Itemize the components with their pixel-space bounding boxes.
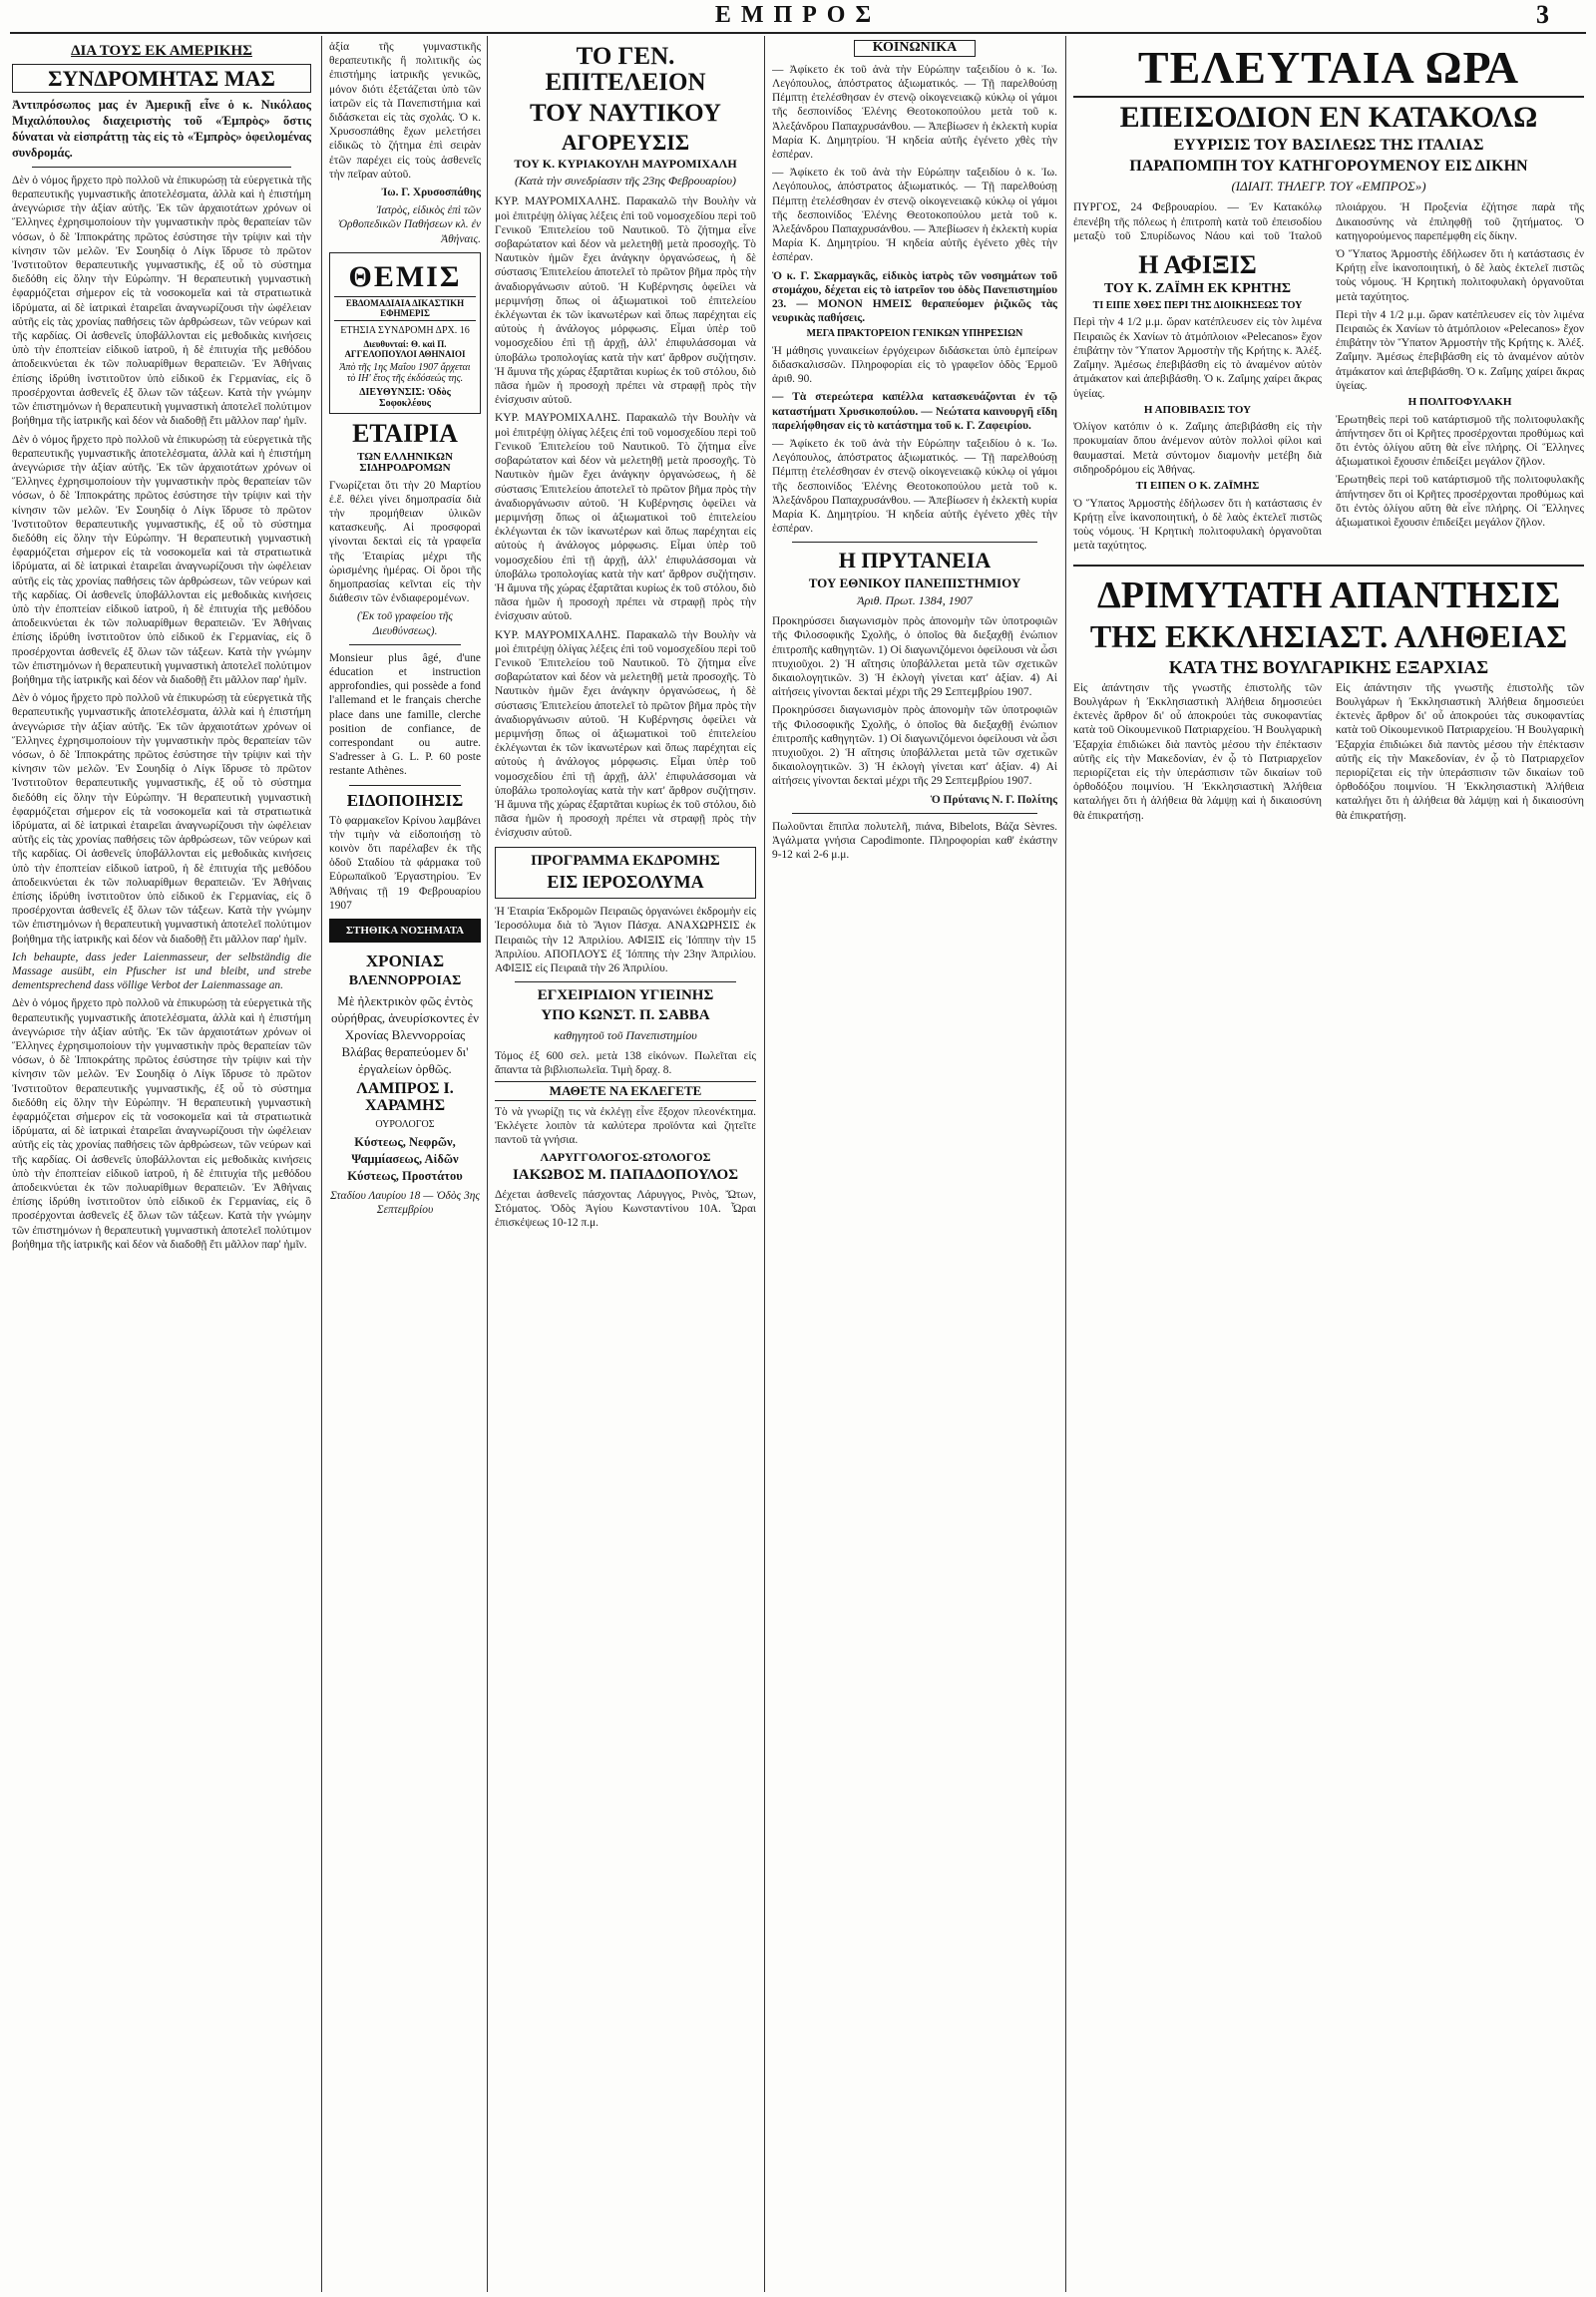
university-ref: Ἀριθ. Πρωτ. 1384, 1907 <box>857 593 973 608</box>
company-footer: (Ἐκ τοῦ γραφείου τῆς Διευθύνσεως). <box>356 610 454 637</box>
disembark-title: Η ΑΠΟΒΙΒΑΣΙΣ ΤΟΥ <box>1143 403 1252 416</box>
col5-left-subcolumn <box>1073 247 1322 557</box>
themis-publisher: Διευθυνταί: Θ. καὶ Π. ΑΓΓΕΛΟΠΟΥΛΟΙ ΑΘΗΝΑΙΟΙ <box>344 339 466 360</box>
col4-reading-title: ΜΕΓΑ ΠΡΑΚΤΟΡΕΙΟΝ ΓΕΝΙΚΩΝ ΥΠΗΡΕΣΙΩΝ <box>806 328 1023 340</box>
trial-headline: ΠΑΡΑΠΟΜΠΗ ΤΟΥ ΚΑΤΗΓΟΡΟΥΜΕΝΟΥ ΕΙΣ ΔΙΚΗΝ <box>1129 157 1528 175</box>
col2-body-top: ἀξία τῆς γυμναστικῆς θεραπευτικῆς ἢ πολιτικῆς ὡς ἐπιστήμης ἰατρικῆς γενικῶς, μόνον διότι ἐξετάζεται ὑπὸ τῶν ἰατρῶν εἰς τὰ Πανεπιστήμια καὶ διδάσκεται εἰς τὰς σχολάς. Ὁ κ. Χρυσοσπάθης ἔχων μελετήσει εἰδικῶς τὸ ζήτημα ἐπὶ σειρὰν ἐτῶν παρέχει εἰς τοὺς ἀσθενεῖς τὴν πεῖραν αὐτοῦ. <box>329 41 481 181</box>
themis-ad <box>329 252 481 414</box>
learn-title: ΜΑΘΕΤΕ ΝΑ ΕΚΛΕΓΕΤΕ <box>495 1081 756 1101</box>
paper-name: ΕΜΠΡΟΣ <box>714 2 882 28</box>
col3-body: ΚΥΡ. ΜΑΥΡΟΜΙΧΑΛΗΣ. Παρακαλῶ τὴν Βουλὴν νὰ μοὶ ἐπιτρέψῃ ὀλίγας λέξεις ἐπὶ τοῦ νομοσχεδίου περὶ τοῦ Γενικοῦ Ἐπιτελείου τοῦ Ναυτικοῦ. Τὸ ζήτημα εἶνε σοβαρώτατον καὶ δέον νὰ μελετηθῇ μετὰ προσοχῆς. Τὸ Ναυτικὸν ἡμῶν ἔχει ἀνάγκην ὀργανώσεως, ἡ δὲ σύστασις Ἐπιτελείου ἀποτελεῖ τὸ πρῶτον βῆμα πρὸς τὴν ἀναδιοργάνωσιν αὐτοῦ. Ἡ Κυβέρνησις ὀφείλει νὰ μεριμνήσῃ ὅπως οἱ ἀξιωματικοὶ τοῦ ἐπιτελείου ἐκλέγωνται ἐκ τῶν ἱκανωτέρων καὶ ὅπως παρέχηται εἰς αὐτοὺς ἡ ἀνάλογος μόρφωσις. Εἶμαι ὑπὲρ τοῦ νομοσχεδίου ἐπὶ τῇ ἀρχῇ, ἀλλ' ἐπιφυλάσσομαι νὰ ὑποβάλω τροπολογίας κατὰ τὴν κατ' ἄρθρον συζήτησιν. Ἡ ἄμυνα τῆς χώρας ἐξαρτᾶται κυρίως ἐκ τοῦ στόλου, διὸ πᾶσα ἡμῶν ἡ προσοχὴ πρέπει νὰ στραφῇ πρὸς τὴν ἐνίσχυσιν αὐτοῦ. <box>495 195 756 407</box>
col3-headline4: ΤΟΥ Κ. ΚΥΡΙΑΚΟΥΛΗ ΜΑΥΡΟΜΙΧΑΛΗ <box>514 156 737 171</box>
column-2 <box>329 40 481 2289</box>
col5-two-column-section <box>1073 247 1584 557</box>
themis-title: ΘΕΜΙΣ <box>348 259 462 293</box>
col5-dispatch: ΠΥΡΓΟΣ, 24 Φεβρουαρίου. — Ἐν Κατακόλῳ ἐπενέβη τῆς πόλεως ἡ ἐπιτροπὴ κατὰ τοῦ ἐπεισοδίου μεταξὺ τοῦ Σπυρίδωνος Νάου καὶ τοῦ Ἰταλοῦ πλοιάρχου. Ἡ Προξενία ἐζήτησε παρὰ τῆς Δικαιοσύνης νὰ ἐπιληφθῇ τοῦ ζητήματος. Ὁ κατηγορούμενος παρεπέμφθη εἰς δίκην. <box>1073 201 1584 242</box>
col4-body-top-cont: — Ἀφίκετο ἐκ τοῦ ἀνὰ τὴν Εὐρώπην ταξειδίου ὁ κ. Ἰω. Λεγόπουλος, ἀπόστρατος ἀξιωματικός. — Τῇ παρελθούσῃ Πέμπτῃ ἐτελέσθησαν ἐν στενῷ οἰκογενειακῷ κύκλῳ οἱ γάμοι τῆς δεσποινίδος Ἑλένης Θεοτοκοπούλου μετὰ τοῦ κ. Ἀλεξάνδρου Παπαχρυσάνθου. — Ἀπεβίωσεν ἡ ἐκλεκτὴ κυρία Μαρία Κ. Δημητρίου. Ἡ κηδεία αὐτῆς ἐγένετο χθὲς τὴν ἑσπέραν. <box>772 167 1057 264</box>
arrival-body: Περὶ τὴν 4 1/2 μ.μ. ὥραν κατέπλευσεν εἰς τὸν λιμένα Πειραιῶς ἐκ Χανίων τὸ ἀτμόπλοιον «Pelecanos» ἔχον ἐπιβάτην τὸν Ὕπατον Ἁρμοστὴν τῆς Κρήτης κ. Ἀλέξ. Ζαΐμην. Ἀμέσως ἐπεβιβάσθη εἰς τὸ ἀναμένον αὐτὸν ἀτμάκατον καὶ ἀπεβιβάσθη. Ὁ κ. Ζαΐμης χαίρει ἄκρας ὑγείας. <box>1073 316 1322 400</box>
column-divider <box>487 36 488 2292</box>
chronia-title: ΧΡΟΝΙΑΣ <box>365 951 445 970</box>
doctor2-body: Δέχεται ἀσθενεῖς πάσχοντας Λάρυγγος, Ρινὸς, Ὤτων, Στόματος. Ὁδὸς Ἁγίου Κωνσταντίνου 10Α. Ὧραι ἐπισκέψεως 10-12 π.μ. <box>495 1188 756 1230</box>
themis-date: Ἀπὸ τῆς 1ης Μαΐου 1907 ἄρχεται τὸ ΙΗ' ἔτος τῆς ἐκδόσεώς της. <box>339 362 471 385</box>
col3-headline3: ΑΓΟΡΕΥΣΙΣ <box>561 129 690 155</box>
themis-address: ΔΙΕΥΘΥΝΣΙΣ: Ὁδὸς Σοφοκλέους <box>359 387 451 410</box>
divider <box>792 813 1037 814</box>
french-ad: Monsieur plus âgé, d'une éducation et instruction approfondies, qui possède a fond l'allemand et le français cherche place dans une famille, clerche position de confiance, de correspondant ou autre. S'adresser à G. L. P. 60 poste restante Athènes. <box>329 651 481 778</box>
col4-footer: Πωλοῦνται ἔπιπλα πολυτελῆ, πιάνα, Bibelots, Βάζα Sèvres. Ἀγάλματα γνήσια Capodimonte. Πληροφορίαι καθ' ἑκάστην 9-12 καὶ 2-6 μ.μ. <box>772 820 1057 862</box>
column-4 <box>772 40 1057 2289</box>
program-title: ΠΡΟΓΡΑΜΜΑ ΕΚΔΡΟΜΗΣ <box>531 852 720 869</box>
col4-misc: — Τὰ στερεώτερα καπέλλα κατασκευάζονται ἐν τῷ καταστήματι Χρυσικοπούλου. — Νεώτατα καινουργῆ εἴδη παρελήφθησαν εἰς τὸ κατάστημα τοῦ κ. Γ. Ζαφειρίου. <box>772 391 1057 432</box>
learn-body: Τὸ νὰ γνωρίζῃ τις νὰ ἐκλέγῃ εἶνε ἔξοχον πλεονέκτημα. Ἐκλέγετε λοιπὸν τὰ καλύτερα προϊόντα καὶ ζητεῖτε παντοῦ τὰ γνήσια. <box>495 1105 756 1147</box>
masthead <box>0 0 1596 30</box>
col1-body-cont3: Δὲν ὁ νόμος ἤρχετο πρὸ πολλοῦ νὰ ἐπικυρώσῃ τὰ εὐεργετικὰ τῆς θεραπευτικῆς γυμναστικῆς ἀποτελέσματα, ἀλλὰ καὶ ἡ ἐπιστήμη ἀνεγνώρισε τὴν ἀξίαν αὐτῆς. Ἐκ τῶν ἀρχαιοτάτων χρόνων οἱ Ἕλληνες ἐχρησιμοποίουν τὴν γυμναστικὴν πρὸς θεραπείαν τῶν νόσων, ὁ δὲ Ἱπποκράτης πρῶτος ἐσύστησε τὴν τρίψιν καὶ τὴν κίνησιν τῶν μελῶν. Ἐν Σουηδίᾳ ὁ Λίγκ ἵδρυσε τὸ πρῶτον Ἰνστιτοῦτον θεραπευτικῆς γυμναστικῆς, ἐξ οὗ τὸ σύστημα διεδόθη εἰς ὅλην τὴν Εὐρώπην. Ἡ θεραπευτικὴ γυμναστικὴ ἐφαρμόζεται σήμερον εἰς τὰ νοσοκομεῖα καὶ τὰ στρατιωτικὰ ἰδρύματα, αἱ δὲ ἰατρικαὶ ἑταιρεῖαι ἀναγνωρίζουσι τὴν ὠφέλειαν αὐτῆς εἰς τὰς χρονίας παθήσεις τῶν ἀρθρώσεων, τῶν νεύρων καὶ τῆς καρδίας. Οἱ ἀσθενεῖς ὑποβάλλονται εἰς μεθοδικὰς κινήσεις ὑπὸ τὴν ἐποπτείαν εἰδικοῦ ἰατροῦ, ἡ δὲ ἐπιτυχία τῆς μεθόδου ἀποδεικνύεται ἐκ τῶν πολυαρίθμων θεραπειῶν. Ἐν Ἀθήναις ἐπίσης ἱδρύθη ἰνστιτοῦτον ὑπὸ εἰδικοῦ ἐκ Γερμανίας, εἰς ὃ προσέρχονται ἀσθενεῖς ἐξ ὅλων τῶν τάξεων. Κατὰ τὴν γνώμην τῶν ἐπιστημόνων ἡ θεραπευτικὴ γυμναστικὴ ἀποτελεῖ πολύτιμον βοήθημα τῆς ἰατρικῆς καὶ δέον νὰ διαδοθῇ ἔτι μᾶλλον παρ' ἡμῖν. <box>12 997 311 1251</box>
hygiene-author: ΥΠΟ ΚΩΝΣΤ. Π. ΣΑΒΒΑ <box>541 1006 710 1023</box>
king-italy-headline: ΕΥΥΡΙΣΙΣ ΤΟΥ ΒΑΣΙΛΕΩΣ ΤΗΣ ΙΤΑΛΙΑΣ <box>1173 136 1484 154</box>
company-body: Γνωρίζεται ὅτι τὴν 20 Μαρτίου ἐ.ἔ. θέλει γίνει δημοπρασία διὰ τὴν προμήθειαν ὑλικῶν κατασκευῆς. Αἱ προσφοραὶ γίνονται δεκταὶ εἰς τὰ γραφεῖα τῆς Ἑταιρίας μέχρι τῆς ὡρισμένης ἡμέρας. Οἱ ὅροι τῆς δημοπρασίας κεῖνται εἰς τὴν διάθεσιν τῶν ἐνδιαφερομένων. <box>329 479 481 605</box>
bottom-headline1: ΔΡΙΜΥΤΑΤΗ ΑΠΑΝΤΗΣΙΣ <box>1096 574 1561 617</box>
arrival-body-cont: Περὶ τὴν 4 1/2 μ.μ. ὥραν κατέπλευσεν εἰς τὸν λιμένα Πειραιῶς ἐκ Χανίων τὸ ἀτμόπλοιον «Pelecanos» ἔχον ἐπιβάτην τὸν Ὕπατον Ἁρμοστὴν τῆς Κρήτης κ. Ἀλέξ. Ζαΐμην. Ἀμέσως ἐπεβιβάσθη εἰς τὸ ἀναμένον αὐτὸν ἀτμάκατον καὶ ἀπεβιβάσθη. Ὁ κ. Ζαΐμης χαίρει ἄκρας ὑγείας. <box>1336 308 1584 392</box>
doctor-name: ΛΑΜΠΡΟΣ Ι. ΧΑΡΑΜΗΣ <box>356 1080 454 1115</box>
divider <box>349 785 461 786</box>
telegram-dateline: (ΙΔΙΑΙΤ. ΤΗΛΕΓΡ. ΤΟΥ «ΕΜΠΡΟΣ») <box>1231 179 1426 194</box>
bottom-body-right: Εἰς ἀπάντησιν τῆς γνωστῆς ἐπιστολῆς τῶν Βουλγάρων ἡ Ἐκκλησιαστικὴ Ἀλήθεια δημοσιεύει ἐκτενὲς ἄρθρον δι' οὗ ἀποκρούει τὰς συκοφαντίας κατὰ τοῦ Οἰκουμενικοῦ Πατριαρχείου. Ἡ Βουλγαρικὴ Ἐξαρχία ἐπιδιώκει διὰ παντὸς μέσου τὴν ἐπέκτασιν αὐτῆς εἰς τὴν Μακεδονίαν, ἐν ᾧ τὸ Πατριαρχεῖον περιορίζεται εἰς τὴν ὑπεράσπισιν τῶν δικαίων τοῦ ὀρθοδόξου ποιμνίου. Ἡ Ἐκκλησιαστικὴ Ἀλήθεια καταλήγει ὅτι ἡ ἀλήθεια θὰ λάμψῃ καὶ ἡ δικαιοσύνη θὰ ἐπικρατήσῃ. <box>1336 681 1584 822</box>
bottom-article-columns <box>1073 681 1584 827</box>
arrival-subtitle: ΤΟΥ Κ. ΖΑΪΜΗ ΕΚ ΚΡΗΤΗΣ <box>1103 281 1292 297</box>
col2-signature: Ἰω. Γ. Χρυσοσπάθης <box>381 187 481 199</box>
notice-body: Τὸ φαρμακεῖον Κρίνου λαμβάνει τὴν τιμὴν νὰ εἰδοποιήσῃ τὸ κοινὸν ὅτι παρέλαβεν ἐκ τῆς ὁδοῦ Σταδίου τὰ φάρμακα τοῦ Εὐρωπαϊκοῦ Ἐργαστηρίου. Ἐν Ἀθήναις τῇ 19 Φεβρουαρίου 1907 <box>329 814 481 912</box>
university-signature: Ὁ Πρύτανις Ν. Γ. Πολίτης <box>930 793 1057 806</box>
column-divider <box>321 36 322 2292</box>
bottom-headline2: ΤΗΣ ΕΚΚΛΗΣΙΑΣΤ. ΑΛΗΘΕΙΑΣ <box>1089 618 1568 655</box>
doctor-title: ΟΥΡΟΛΟΓΟΣ <box>375 1119 435 1131</box>
divider <box>349 644 461 645</box>
company-title: ΕΤΑΙΡΙΑ <box>352 419 458 449</box>
col4-section-title: ΚΟΙΝΩΝΙΚΑ <box>854 40 976 57</box>
hygiene-title: ΕΓΧΕΙΡΙΔΙΟΝ ΥΓΙΕΙΝΗΣ <box>537 987 714 1004</box>
column-divider <box>764 36 765 2292</box>
col4-reading-body: Ἡ μάθησις γυναικείων ἐργόχειρων διδάσκεται ὑπὸ ἐμπείρων διδασκαλισσῶν. Πληροφορίαι εἰς τὸ γραφεῖον ὁδὸς Ἑρμοῦ ἀριθ. 90. <box>772 344 1057 386</box>
col1-headline-main: ΣΥΝΔΡΟΜΗΤΑΣ ΜΑΣ <box>12 64 311 93</box>
said-title: ΤΙ ΕΙΠΕΝ Ο Κ. ΖΑΪΜΗΣ <box>1135 480 1260 493</box>
doctor2-title: ΛΑΡΥΓΓΟΛΟΓΟΣ-ΩΤΟΛΟΓΟΣ <box>540 1150 711 1165</box>
said-body-cont: Ὁ Ὕπατος Ἁρμοστὴς ἐδήλωσεν ὅτι ἡ κατάστασις ἐν Κρήτῃ εἶνε ἱκανοποιητική, ὁ δὲ λαὸς ἐκτελεῖ πιστῶς τοὺς νόμους. Ἡ Κρητικὴ πολιτοφυλακὴ ὀργανοῦται μετὰ ταχύτητος. <box>1336 248 1584 303</box>
arrival-title: Η ΑΦΙΞΙΣ <box>1138 250 1257 279</box>
hygiene-body: Τόμος ἐξ 600 σελ. μετὰ 138 εἰκόνων. Πωλεῖται εἰς ἅπαντα τὰ βιβλιοπωλεῖα. Τιμὴ δραχ. 8. <box>495 1049 756 1076</box>
col2-signature-role: Ἰατρὸς, εἰδικὸς ἐπὶ τῶν Ὀρθοπεδικῶν Παθήσεων κλ. ἐν Ἀθήναις. <box>337 204 481 245</box>
bottom-article <box>1073 565 1584 826</box>
university-subtitle: ΤΟΥ ΕΘΝΙΚΟΥ ΠΑΝΕΠΙΣΤΗΜΙΟΥ <box>808 574 1021 590</box>
col3-body-cont: ΚΥΡ. ΜΑΥΡΟΜΙΧΑΛΗΣ. Παρακαλῶ τὴν Βουλὴν νὰ μοὶ ἐπιτρέψῃ ὀλίγας λέξεις ἐπὶ τοῦ νομοσχεδίου περὶ τοῦ Γενικοῦ Ἐπιτελείου τοῦ Ναυτικοῦ. Τὸ ζήτημα εἶνε σοβαρώτατον καὶ δέον νὰ μελετηθῇ μετὰ προσοχῆς. Τὸ Ναυτικὸν ἡμῶν ἔχει ἀνάγκην ὀργανώσεως, ἡ δὲ σύστασις Ἐπιτελείου ἀποτελεῖ τὸ πρῶτον βῆμα πρὸς τὴν ἀναδιοργάνωσιν αὐτοῦ. Ἡ Κυβέρνησις ὀφείλει νὰ μεριμνήσῃ ὅπως οἱ ἀξιωματικοὶ τοῦ ἐπιτελείου ἐκλέγωνται ἐκ τῶν ἱκανωτέρων καὶ ὅπως παρέχηται εἰς αὐτοὺς ἡ ἀνάλογος μόρφωσις. Εἶμαι ὑπὲρ τοῦ νομοσχεδίου ἐπὶ τῇ ἀρχῇ, ἀλλ' ἐπιφυλάσσομαι νὰ ὑποβάλω τροπολογίας κατὰ τὴν κατ' ἄρθρον συζήτησιν. Ἡ ἄμυνα τῆς χώρας ἐξαρτᾶται κυρίως ἐκ τοῦ στόλου, διὸ πᾶσα ἡμῶν ἡ προσοχὴ πρέπει νὰ στραφῇ πρὸς τὴν ἐνίσχυσιν αὐτοῦ. <box>495 412 756 623</box>
said-body: Ὁ Ὕπατος Ἁρμοστὴς ἐδήλωσεν ὅτι ἡ κατάστασις ἐν Κρήτῃ εἶνε ἱκανοποιητική, ὁ δὲ λαὸς ἐκτελεῖ πιστῶς τοὺς νόμους. Ἡ Κρητικὴ πολιτοφυλακὴ ὀργανοῦται μετὰ ταχύτητος. <box>1073 497 1322 553</box>
chest-ad-title: ΣΤΗΘΙΚΑ ΝΟΣΗΜΑΤΑ <box>345 924 465 937</box>
page-number: 3 <box>1536 0 1549 29</box>
col3-body-cont2: ΚΥΡ. ΜΑΥΡΟΜΙΧΑΛΗΣ. Παρακαλῶ τὴν Βουλὴν νὰ μοὶ ἐπιτρέψῃ ὀλίγας λέξεις ἐπὶ τοῦ νομοσχεδίου περὶ τοῦ Γενικοῦ Ἐπιτελείου τοῦ Ναυτικοῦ. Τὸ ζήτημα εἶνε σοβαρώτατον καὶ δέον νὰ μελετηθῇ μετὰ προσοχῆς. Τὸ Ναυτικὸν ἡμῶν ἔχει ἀνάγκην ὀργανώσεως, ἡ δὲ σύστασις Ἐπιτελείου ἀποτελεῖ τὸ πρῶτον βῆμα πρὸς τὴν ἀναδιοργάνωσιν αὐτοῦ. Ἡ Κυβέρνησις ὀφείλει νὰ μεριμνήσῃ ὅπως οἱ ἀξιωματικοὶ τοῦ ἐπιτελείου ἐκλέγωνται ἐκ τῶν ἱκανωτέρων καὶ ὅπως παρέχηται εἰς αὐτοὺς ἡ ἀνάλογος μόρφωσις. Εἶμαι ὑπὲρ τοῦ νομοσχεδίου ἐπὶ τῇ ἀρχῇ, ἀλλ' ἐπιφυλάσσομαι νὰ ὑποβάλω τροπολογίας κατὰ τὴν κατ' ἄρθρον συζήτησιν. Ἡ ἄμυνα τῆς χώρας ἐξαρτᾶται κυρίως ἐκ τοῦ στόλου, διὸ πᾶσα ἡμῶν ἡ προσοχὴ πρέπει νὰ στραφῇ πρὸς τὴν ἐνίσχυσιν αὐτοῦ. <box>495 628 756 840</box>
guard-body-cont: Ἐρωτηθεὶς περὶ τοῦ κατάρτισμοῦ τῆς πολιτοφυλακῆς ἀπήντησεν ὅτι οἱ Κρῆτες προσέρχονται προθύμως καὶ ὅτι ἐντὸς ὀλίγου αὕτη θὰ εἶνε πλήρης. Οἱ Ἕλληνες ἀξιωματικοὶ ἔχουσιν ἐπιδείξει μεγάλον ζῆλον. <box>1336 474 1584 529</box>
university-body: Προκηρύσσει διαγωνισμὸν πρὸς ἀπονομὴν τῶν ὑποτροφιῶν τῆς Φιλοσοφικῆς Σχολῆς, ὁ ὁποῖος θὰ διεξαχθῇ ἐνώπιον ἐπιτροπῆς καθηγητῶν. 1) Οἱ διαγωνιζόμενοι ὀφείλουσι νὰ ὦσι πτυχιοῦχοι. 2) Ἡ αἴτησις ὑποβάλλεται μετὰ τῶν σχετικῶν δικαιολογητικῶν. 3) Ἡ ἐκλογὴ γίνεται κατ' ἀξίαν. 4) Αἱ αἰτήσεις γίνονται δεκταὶ μέχρι τῆς 29 Σεπτεμβρίου 1907. <box>772 615 1057 699</box>
col3-subhead: (Κατὰ τὴν συνεδρίασιν τῆς 23ης Φεβρουαρίου) <box>514 174 737 189</box>
column-1 <box>12 40 311 2289</box>
doctor2-name: ΙΑΚΩΒΟΣ Μ. ΠΑΠΑΔΟΠΟΥΛΟΣ <box>512 1166 739 1183</box>
col1-headline-top: ΔΙΑ ΤΟΥΣ ΕΚ ΑΜΕΡΙΚΗΣ <box>71 43 252 59</box>
col1-body: Δὲν ὁ νόμος ἤρχετο πρὸ πολλοῦ νὰ ἐπικυρώσῃ τὰ εὐεργετικὰ τῆς θεραπευτικῆς γυμναστικῆς ἀποτελέσματα, ἀλλὰ καὶ ἡ ἐπιστήμη ἀνεγνώρισε τὴν ἀξίαν αὐτῆς. Ἐκ τῶν ἀρχαιοτάτων χρόνων οἱ Ἕλληνες ἐχρησιμοποίουν τὴν γυμναστικὴν πρὸς θεραπείαν τῶν νόσων, ὁ δὲ Ἱπποκράτης πρῶτος ἐσύστησε τὴν τρίψιν καὶ τὴν κίνησιν τῶν μελῶν. Ἐν Σουηδίᾳ ὁ Λίγκ ἵδρυσε τὸ πρῶτον Ἰνστιτοῦτον θεραπευτικῆς γυμναστικῆς, ἐξ οὗ τὸ σύστημα διεδόθη εἰς ὅλην τὴν Εὐρώπην. Ἡ θεραπευτικὴ γυμναστικὴ ἐφαρμόζεται σήμερον εἰς τὰ νοσοκομεῖα καὶ τὰ στρατιωτικὰ ἰδρύματα, αἱ δὲ ἰατρικαὶ ἑταιρεῖαι ἀναγνωρίζουσι τὴν ὠφέλειαν αὐτῆς εἰς τὰς χρονίας παθήσεις τῶν ἀρθρώσεων, τῶν νεύρων καὶ τῆς καρδίας. Οἱ ἀσθενεῖς ὑποβάλλονται εἰς μεθοδικὰς κινήσεις ὑπὸ τὴν ἐποπτείαν εἰδικοῦ ἰατροῦ, ἡ δὲ ἐπιτυχία τῆς μεθόδου ἀποδεικνύεται ἐκ τῶν πολυαρίθμων θεραπειῶν. Ἐν Ἀθήναις ἐπίσης ἱδρύθη ἰνστιτοῦτον ὑπὸ εἰδικοῦ ἐκ Γερμανίας, εἰς ὃ προσέρχονται ἀσθενεῖς ἐξ ὅλων τῶν τάξεων. Κατὰ τὴν γνώμην τῶν ἐπιστημόνων ἡ θεραπευτικὴ γυμναστικὴ ἀποτελεῖ πολύτιμον βοήθημα τῆς ἰατρικῆς καὶ δέον νὰ διαδοθῇ ἔτι μᾶλλον παρ' ἡμῖν. <box>12 174 311 428</box>
last-hour-headline: ΤΕΛΕΥΤΑΙΑ ΩΡΑ <box>1073 44 1584 98</box>
col5-right-subcolumn <box>1336 247 1584 557</box>
divider <box>792 542 1037 543</box>
chronia-subtitle: ΒΛΕΝΝΟΡΡΟΙΑΣ <box>348 972 462 988</box>
divider <box>515 981 736 982</box>
bottom-headline3: ΚΑΤΑ ΤΗΣ ΒΟΥΛΓΑΡΙΚΗΣ ΕΞΑΡΧΙΑΣ <box>1168 656 1489 677</box>
col4-clinic-notice: Ὁ κ. Γ. Σκαρμαγκᾶς, εἰδικὸς ἰατρὸς τῶν νοσημάτων τοῦ στομάχου, δέχεται εἰς τὸ ἰατρεῖον του ὁδὸς Πανεπιστημίου 23. — ΜΟΝΟΝ ΗΜΕΙΣ θεραπεύομεν ῥιζικῶς τὰς νευρικὰς παθήσεις. <box>772 269 1057 325</box>
col1-german-quote: Ich behaupte, dass jeder Laienmasseur, der selbständig die Massage ausübt, ein Pfuscher ist und bleibt, und strebe dementsprechend dass völlige Verbot der Laienmassage an. <box>12 951 311 992</box>
col1-body-cont2: Δὲν ὁ νόμος ἤρχετο πρὸ πολλοῦ νὰ ἐπικυρώσῃ τὰ εὐεργετικὰ τῆς θεραπευτικῆς γυμναστικῆς ἀποτελέσματα, ἀλλὰ καὶ ἡ ἐπιστήμη ἀνεγνώρισε τὴν ἀξίαν αὐτῆς. Ἐκ τῶν ἀρχαιοτάτων χρόνων οἱ Ἕλληνες ἐχρησιμοποίουν τὴν γυμναστικὴν πρὸς θεραπείαν τῶν νόσων, ὁ δὲ Ἱπποκράτης πρῶτος ἐσύστησε τὴν τρίψιν καὶ τὴν κίνησιν τῶν μελῶν. Ἐν Σουηδίᾳ ὁ Λίγκ ἵδρυσε τὸ πρῶτον Ἰνστιτοῦτον θεραπευτικῆς γυμναστικῆς, ἐξ οὗ τὸ σύστημα διεδόθη εἰς ὅλην τὴν Εὐρώπην. Ἡ θεραπευτικὴ γυμναστικὴ ἐφαρμόζεται σήμερον εἰς τὰ νοσοκομεῖα καὶ τὰ στρατιωτικὰ ἰδρύματα, αἱ δὲ ἰατρικαὶ ἑταιρεῖαι ἀναγνωρίζουσι τὴν ὠφέλειαν αὐτῆς εἰς τὰς χρονίας παθήσεις τῶν ἀρθρώσεων, τῶν νεύρων καὶ τῆς καρδίας. Οἱ ἀσθενεῖς ὑποβάλλονται εἰς μεθοδικὰς κινήσεις ὑπὸ τὴν ἐποπτείαν εἰδικοῦ ἰατροῦ, ἡ δὲ ἐπιτυχία τῆς μεθόδου ἀποδεικνύεται ἐκ τῶν πολυαρίθμων θεραπειῶν. Ἐν Ἀθήναις ἐπίσης ἱδρύθη ἰνστιτοῦτον ὑπὸ εἰδικοῦ ἐκ Γερμανίας, εἰς ὃ προσέρχονται ἀσθενεῖς ἐξ ὅλων τῶν τάξεων. Κατὰ τὴν γνώμην τῶν ἐπιστημόνων ἡ θεραπευτικὴ γυμναστικὴ ἀποτελεῖ πολύτιμον βοήθημα τῆς ἰατρικῆς καὶ δέον νὰ διαδοθῇ ἔτι μᾶλλον παρ' ἡμῖν. <box>12 692 311 946</box>
university-body-cont: Προκηρύσσει διαγωνισμὸν πρὸς ἀπονομὴν τῶν ὑποτροφιῶν τῆς Φιλοσοφικῆς Σχολῆς, ὁ ὁποῖος θὰ διεξαχθῇ ἐνώπιον ἐπιτροπῆς καθηγητῶν. 1) Οἱ διαγωνιζόμενοι ὀφείλουσι νὰ ὦσι πτυχιοῦχοι. 2) Ἡ αἴτησις ὑποβάλλεται μετὰ τῶν σχετικῶν δικαιολογητικῶν. 3) Ἡ ἐκλογὴ γίνεται κατ' ἀξίαν. 4) Αἱ αἰτήσεις γίνονται δεκταὶ μέχρι τῆς 29 Σεπτεμβρίου 1907. <box>772 704 1057 788</box>
masthead-rule <box>10 32 1586 34</box>
col3-headline2: ΤΟΥ ΝΑΥΤΙΚΟΥ <box>530 99 721 127</box>
divider <box>32 167 291 168</box>
hygiene-role: καθηγητοῦ τοῦ Πανεπιστημίου <box>554 1027 697 1042</box>
themis-price: ΕΤΗΣΙΑ ΣΥΝΔΡΟΜΗ ΔΡΧ. 16 <box>340 325 470 337</box>
col4-body-top: — Ἀφίκετο ἐκ τοῦ ἀνὰ τὴν Εὐρώπην ταξειδίου ὁ κ. Ἰω. Λεγόπουλος, ἀπόστρατος ἀξιωματικός. — Τῇ παρελθούσῃ Πέμπτῃ ἐτελέσθησαν ἐν στενῷ οἰκογενειακῷ κύκλῳ οἱ γάμοι τῆς δεσποινίδος Ἑλένης Θεοτοκοπούλου μετὰ τοῦ κ. Ἀλεξάνδρου Παπαχρυσάνθου. — Ἀπεβίωσεν ἡ ἐκλεκτὴ κυρία Μαρία Κ. Δημητρίου. Ἡ κηδεία αὐτῆς ἐγένετο χθὲς τὴν ἑσπέραν. <box>772 63 1057 161</box>
notice-title: ΕΙΔΟΠΟΙΗΣΙΣ <box>346 790 464 810</box>
col3-headline1: ΤΟ ΓΕΝ. ΕΠΙΤΕΛΕΙΟΝ <box>545 43 706 97</box>
bottom-body-left: Εἰς ἀπάντησιν τῆς γνωστῆς ἐπιστολῆς τῶν Βουλγάρων ἡ Ἐκκλησιαστικὴ Ἀλήθεια δημοσιεύει ἐκτενὲς ἄρθρον δι' οὗ ἀποκρούει τὰς συκοφαντίας κατὰ τοῦ Οἰκουμενικοῦ Πατριαρχείου. Ἡ Βουλγαρικὴ Ἐξαρχία ἐπιδιώκει διὰ παντὸς μέσου τὴν ἐπέκτασιν αὐτῆς εἰς τὴν Μακεδονίαν, ἐν ᾧ τὸ Πατριαρχεῖον περιορίζεται εἰς τὴν ὑπεράσπισιν τῶν δικαίων τοῦ ὀρθοδόξου ποιμνίου. Ἡ Ἐκκλησιαστικὴ Ἀλήθεια καταλήγει ὅτι ἡ ἀλήθεια θὰ λάμψῃ καὶ ἡ δικαιοσύνη θὰ ἐπικρατήσῃ. <box>1073 681 1322 822</box>
disembark-body: Ὀλίγον κατόπιν ὁ κ. Ζαΐμης ἀπεβιβάσθη εἰς τὴν προκυμαίαν ὅπου ἀνέμενον αὐτὸν πολλοὶ φίλοι καὶ θαυμασταί. Μετὰ σύντομον διαμονὴν μετέβη διὰ σιδηροδρόμου εἰς Ἀθήνας. <box>1073 421 1322 476</box>
program-body: Ἡ Ἑταιρία Ἐκδρομῶν Πειραιῶς ὀργανώνει ἐκδρομὴν εἰς Ἱεροσόλυμα διὰ τὸ Ἅγιον Πάσχα. ΑΝΑΧΩΡΗΣΙΣ ἐκ Πειραιῶς τὴν 12 Ἀπριλίου. ΑΦΙΞΙΣ εἰς Ἰόππην τὴν 15 Ἀπριλίου. ΑΠΟΠΛΟΥΣ ἐξ Ἰόππης τὴν 23ην Ἀπριλίου. ΑΦΙΞΙΣ εἰς Πειραιᾶ τὴν 26 Ἀπριλίου. <box>495 906 756 975</box>
col1-body-cont: Δὲν ὁ νόμος ἤρχετο πρὸ πολλοῦ νὰ ἐπικυρώσῃ τὰ εὐεργετικὰ τῆς θεραπευτικῆς γυμναστικῆς ἀποτελέσματα, ἀλλὰ καὶ ἡ ἐπιστήμη ἀνεγνώρισε τὴν ἀξίαν αὐτῆς. Ἐκ τῶν ἀρχαιοτάτων χρόνων οἱ Ἕλληνες ἐχρησιμοποίουν τὴν γυμναστικὴν πρὸς θεραπείαν τῶν νόσων, ὁ δὲ Ἱπποκράτης πρῶτος ἐσύστησε τὴν τρίψιν καὶ τὴν κίνησιν τῶν μελῶν. Ἐν Σουηδίᾳ ὁ Λίγκ ἵδρυσε τὸ πρῶτον Ἰνστιτοῦτον θεραπευτικῆς γυμναστικῆς, ἐξ οὗ τὸ σύστημα διεδόθη εἰς ὅλην τὴν Εὐρώπην. Ἡ θεραπευτικὴ γυμναστικὴ ἐφαρμόζεται σήμερον εἰς τὰ νοσοκομεῖα καὶ τὰ στρατιωτικὰ ἰδρύματα, αἱ δὲ ἰατρικαὶ ἑταιρεῖαι ἀναγνωρίζουσι τὴν ὠφέλειαν αὐτῆς εἰς τὰς χρονίας παθήσεις τῶν ἀρθρώσεων, τῶν νεύρων καὶ τῆς καρδίας. Οἱ ἀσθενεῖς ὑποβάλλονται εἰς μεθοδικὰς κινήσεις ὑπὸ τὴν ἐποπτείαν εἰδικοῦ ἰατροῦ, ἡ δὲ ἐπιτυχία τῆς μεθόδου ἀποδεικνύεται ἐκ τῶν πολυαρίθμων θεραπειῶν. Ἐν Ἀθήναις ἐπίσης ἱδρύθη ἰνστιτοῦτον ὑπὸ εἰδικοῦ ἐκ Γερμανίας, εἰς ὃ προσέρχονται ἀσθενεῖς ἐξ ὅλων τῶν τάξεων. Κατὰ τὴν γνώμην τῶν ἐπιστημόνων ἡ θεραπευτικὴ γυμναστικὴ ἀποτελεῖ πολύτιμον βοήθημα τῆς ἰατρικῆς καὶ δέον νὰ διαδοθῇ ἔτι μᾶλλον παρ' ἡμῖν. <box>12 433 311 686</box>
doctor-address: Σταδίου Λαυρίου 18 — Ὁδὸς 3ης Σεπτεμβρίου <box>330 1190 480 1217</box>
chest-diseases-ad <box>329 919 481 943</box>
program-header <box>495 847 756 900</box>
program-subtitle: ΕΙΣ ΙΕΡΟΣΟΛΥΜΑ <box>547 872 704 893</box>
episode-headline: ΕΠΕΙΣΟΔΙΟΝ ΕΝ ΚΑΤΑΚΟΛΩ <box>1119 101 1538 135</box>
column-divider <box>1065 36 1066 2292</box>
themis-subtitle: ΕΒΔΟΜΑΔΙΑΙΑ ΔΙΚΑΣΤΙΚΗ ΕΦΗΜΕΡΙΣ <box>334 296 476 321</box>
university-title: Η ΠΡΥΤΑΝΕΙΑ <box>838 548 992 574</box>
column-5 <box>1073 40 1584 2289</box>
col4-body-top-cont2: — Ἀφίκετο ἐκ τοῦ ἀνὰ τὴν Εὐρώπην ταξειδίου ὁ κ. Ἰω. Λεγόπουλος, ἀπόστρατος ἀξιωματικός. — Τῇ παρελθούσῃ Πέμπτῃ ἐτελέσθησαν ἐν στενῷ οἰκογενειακῷ κύκλῳ οἱ γάμοι τῆς δεσποινίδος Ἑλένης Θεοτοκοπούλου μετὰ τοῦ κ. Ἀλεξάνδρου Παπαχρυσάνθου. — Ἀπεβίωσεν ἡ ἐκλεκτὴ κυρία Μαρία Κ. Δημητρίου. Ἡ κηδεία αὐτῆς ἐγένετο χθὲς τὴν ἑσπέραν. <box>772 438 1057 536</box>
chronia-body: Μὲ ἠλεκτρικὸν φῶς ἐντὸς οὐρήθρας, ἀνευρίσκοντες ἐν Χρονίας Βλεννορροίας Βλάβας θεραπεύομεν δι' ἐργαλείων ὀρθῶς. <box>330 993 480 1077</box>
column-3 <box>495 40 756 2289</box>
company-subtitle: ΤΩΝ ΕΛΛΗΝΙΚΩΝ ΣΙΔΗΡΟΔΡΟΜΩΝ <box>357 450 453 475</box>
guard-body: Ἐρωτηθεὶς περὶ τοῦ κατάρτισμοῦ τῆς πολιτοφυλακῆς ἀπήντησεν ὅτι οἱ Κρῆτες προσέρχονται προθύμως καὶ ὅτι ἐντὸς ὀλίγου αὕτη θὰ εἶνε πλήρης. Οἱ Ἕλληνες ἀξιωματικοὶ ἔχουσιν ἐπιδείξει μεγάλον ζῆλον. <box>1336 413 1584 469</box>
col1-intro: Ἀντιπρόσωπος μας ἐν Ἀμερικῇ εἶνε ὁ κ. Νικόλαος Μιχαλόπουλος διαχειριστὴς τοῦ «Ἐμπρὸς» ὅστις δύναται νὰ εἰσπράττῃ τὰς εἰς τὸ «Ἐμπρὸς» ὀφειλομένας συνδρομάς. <box>12 97 311 160</box>
arrival-subtitle2: ΤΙ ΕΙΠΕ ΧΘΕΣ ΠΕΡΙ ΤΗΣ ΔΙΟΙΚΗΣΕΩΣ ΤΟΥ <box>1092 299 1303 311</box>
doctor-specialties: Κύστεως, Νεφρῶν, Ψαμμίασεως, Αἰδῶν Κύστεως, Προστάτου <box>347 1135 463 1184</box>
guard-title: Η ΠΟΛΙΤΟΦΥΛΑΚΗ <box>1407 396 1512 409</box>
